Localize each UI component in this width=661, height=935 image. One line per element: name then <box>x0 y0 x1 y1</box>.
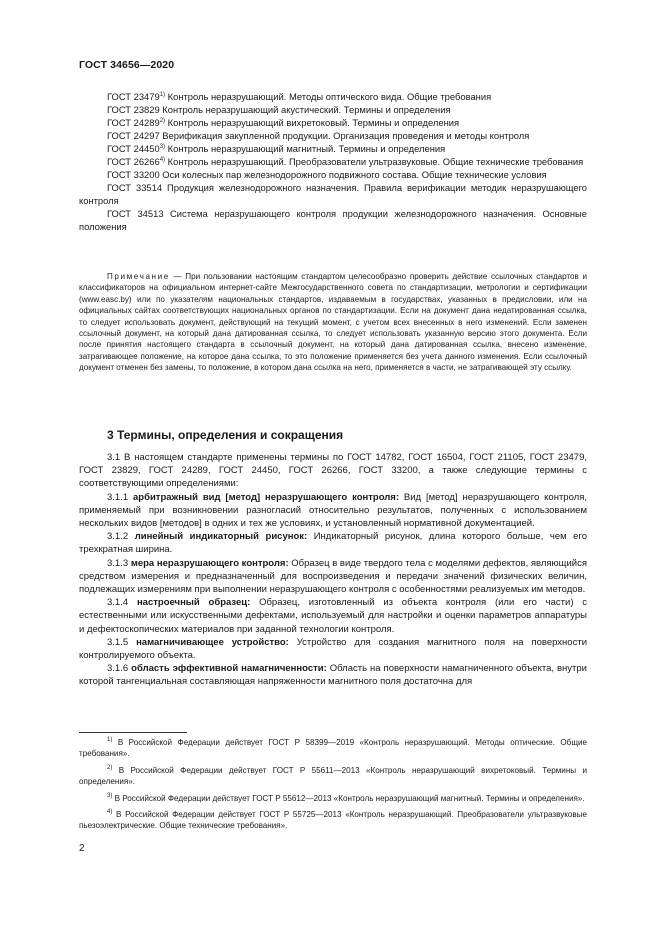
reference-item: ГОСТ 34513 Система неразрушающего контроля продукции железнодорожного назначения. Основные положения <box>79 208 587 232</box>
reference-item: ГОСТ 24297 Верификация закупленной продукции. Организация проведения и методы контроля <box>107 130 530 141</box>
footnote: $^{4)}$ В Российской Федерации действует ГОСТ Р 55725—2013 «Контроль неразрушающий. Преобразователи ультразвуковые пьезоэлектрические. Общие технические требования». <box>79 809 587 831</box>
reference-item: ГОСТ 23479$^{1)}$ Контроль неразрушающий. Методы оптического вида. Общие требования <box>107 91 492 102</box>
term-name: линейный индикаторный рисунок: <box>134 531 308 543</box>
term-definition: 3.1.2 линейный индикаторный рисунок: Индикаторный рисунок, длина которого больше, чем его трехкратная ширина. <box>79 531 588 556</box>
footnote: $^{1)}$ В Российской Федерации действует ГОСТ Р 58399—2019 «Контроль неразрушающий. Методы оптические. Общие требования». <box>79 737 587 759</box>
reference-item: ГОСТ 24289$^{2)}$ Контроль неразрушающий вихретоковый. Термины и определения <box>107 117 460 128</box>
term-definition: 3.1.1 арбитражный вид [метод] неразрушающего контроля: Вид [метод] неразрушающего контроля, применяемый при возникновении разногласий относительно результатов, полученных с использованием нескольких видов [методов] в одних и тех же условиях, и установленный нормативной документацией. <box>79 491 587 530</box>
term-definition: 3.1.5 намагничивающее устройство: Устройство для создания магнитного поля на поверхности контролируемого объекта. <box>79 636 587 662</box>
footnote-divider <box>79 732 187 733</box>
section-intro: 3.1 В настоящем стандарте применены термины по ГОСТ 14782, ГОСТ 16504, ГОСТ 21105, ГОСТ 23479, ГОСТ 23829, ГОСТ 24289, ГОСТ 24450, ГОСТ 26266, ГОСТ 33200, а также следующие термины с соответствующими определениями: <box>79 452 587 490</box>
footnote: $^{2)}$ В Российской Федерации действует ГОСТ Р 55611—2013 «Контроль неразрушающий вихретоковый. Термины и определения». <box>79 764 587 787</box>
term-definition: 3.1.6 область эффективной намагниченности: Область на поверхности намагниченного объекта, внутри которой тангенциальная составляющая напряженности магнитного поля достаточна для <box>79 663 587 688</box>
term-name: арбитражный вид [метод] неразрушающего контроля: <box>133 491 400 503</box>
term-name: настроечный образец: <box>136 597 251 609</box>
normative-references-list <box>79 90 587 233</box>
note-label: Примечание <box>107 272 170 281</box>
note-block <box>79 271 587 374</box>
reference-item: ГОСТ 24450$^{3)}$ Контроль неразрушающий магнитный. Термины и определения <box>107 143 446 154</box>
section-body <box>79 451 587 689</box>
section-heading: 3 Термины, определения и сокращения <box>107 428 344 442</box>
reference-item: ГОСТ 26266$^{4)}$ Контроль неразрушающий. Преобразователи ультразвуковые. Общие технические требования <box>107 156 584 167</box>
note-text: — При пользовании настоящим стандартом целесообразно проверить действие ссылочных стандартов и классификаторов на официальном интернет-сайте Межгосударственного совета по стандартизации, метрологии и сертификации (www.easc.by) или по указателям национальных стандартов, издаваемым в государствах, указанных в предисловии, или на официальных сайтах соответствующих национальных органов по стандартизации. Если на документ дана недатированная ссылка, то следует использовать документ, действующий на текущий момент, с учетом всех внесенных в него изменений. Если заменен ссылочный документ, на который дана датированная ссылка, то следует использовать указанную версию этого документа. Если после принятия настоящего стандарта в ссылочный документ, на который дана датированная ссылка, внесено изменение, затрагивающее положение, на которое дана ссылка, то это положение применяется без учета данного изменения. Если ссылочный документ отменен без замены, то положение, в котором дана ссылка на него, применяется в части, не затрагивающей эту ссылку. <box>79 272 587 373</box>
footnotes <box>79 737 587 837</box>
term-name: мера неразрушающего контроля: <box>130 557 289 569</box>
term-name: область эффективной намагниченности: <box>131 663 327 675</box>
reference-item: ГОСТ 33514 Продукция железнодорожного назначения. Правила верификации методик неразрушающего контроля <box>79 182 587 206</box>
document-header: ГОСТ 34656—2020 <box>79 59 175 71</box>
term-definition: 3.1.4 настроечный образец: Образец, изготовленный из объекта контроля (или его части) с естественными или искусственными дефектами, используемый для настройки и оценки параметров аппаратуры и дефектоскопических материалов при заданной технологии контроля. <box>79 597 588 635</box>
footnote: $^{3)}$ В Российской Федерации действует ГОСТ Р 55612—2013 «Контроль неразрушающий магнитный. Термины и определения». <box>107 792 585 803</box>
term-name: намагничивающее устройство: <box>136 636 289 648</box>
reference-item: ГОСТ 23829 Контроль неразрушающий акустический. Термины и определения <box>107 104 451 115</box>
reference-item: ГОСТ 33200 Оси колесных пар железнодорожного подвижного состава. Общие технические условия <box>107 169 547 180</box>
term-definition: 3.1.3 мера неразрушающего контроля: Образец в виде твердого тела с моделями дефектов, являющийся средством измерения и предназначенный для воспроизведения и передачи значений физических величин, подлежащих измерениям при выполнении неразрушающего контроля с особенностями реализуемых им методов. <box>79 557 587 596</box>
page-number: 2 <box>79 843 85 854</box>
